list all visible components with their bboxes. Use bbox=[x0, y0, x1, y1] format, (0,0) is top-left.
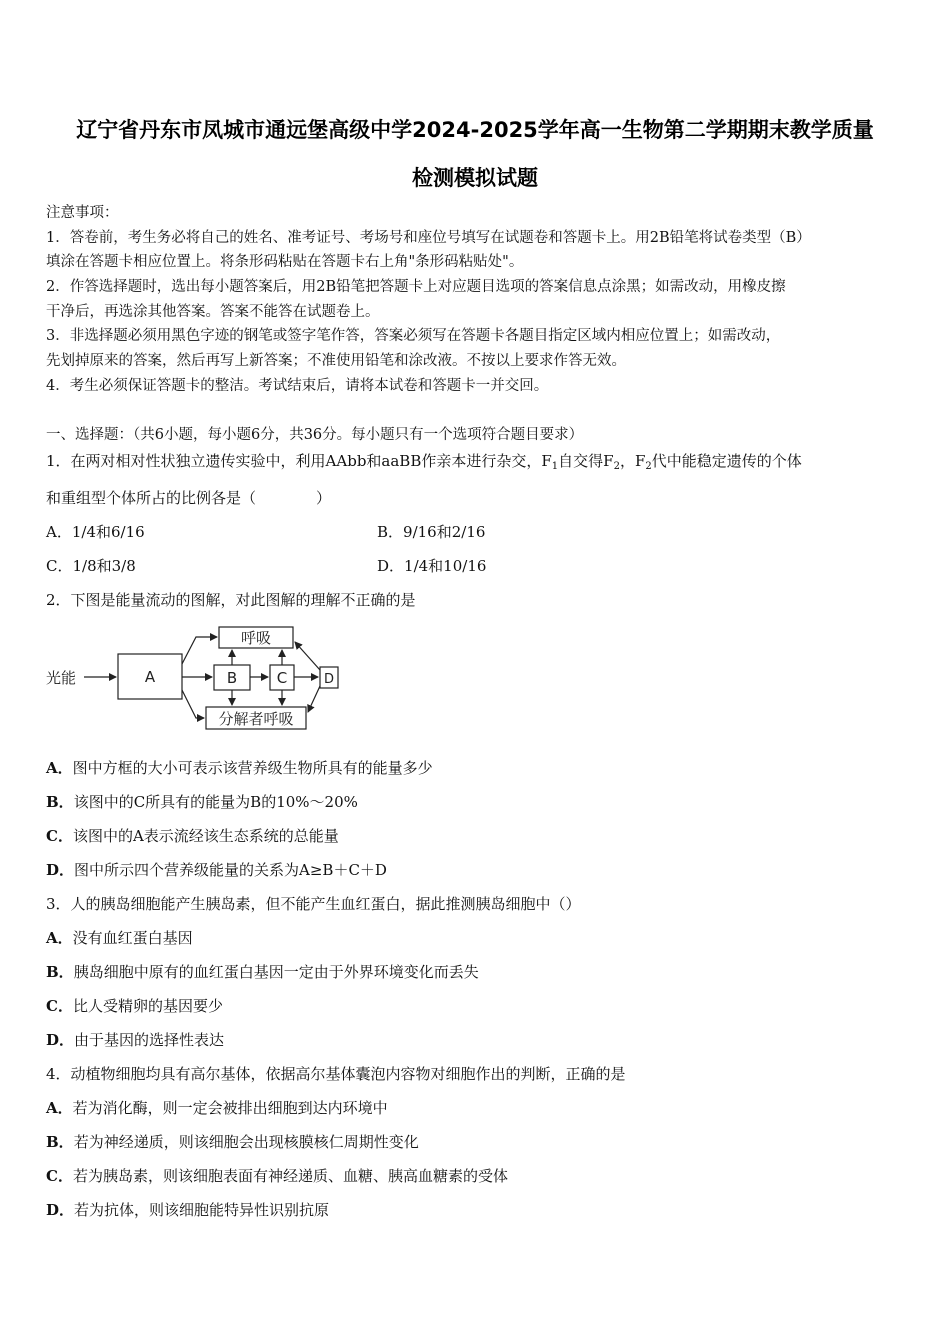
q1-stem-d: 代中能稳定遗传的个体 bbox=[651, 452, 802, 470]
option-label: D． bbox=[46, 1031, 75, 1049]
option-label: D． bbox=[377, 557, 405, 575]
option-label: A． bbox=[46, 929, 73, 947]
q4-stem bbox=[46, 1064, 626, 1084]
q1-stem-line2: 和重组型个体所占的比例各是（ ） bbox=[46, 489, 332, 507]
q1-number: 1． bbox=[46, 452, 71, 470]
box-b-label: B bbox=[226, 669, 238, 687]
option-text: 该图中的A表示流经该生态系统的总能量 bbox=[72, 827, 339, 845]
option-label: B． bbox=[377, 523, 404, 541]
section-heading: 一、选择题：（共6小题，每小题6分，共36分。每小题只有一个选项符合题目要求） bbox=[46, 427, 584, 443]
q3-option-a bbox=[46, 928, 193, 948]
option-text: 没有血红蛋白基因 bbox=[72, 929, 193, 947]
notice-line: 3．非选择题必须用黑色字迹的钢笔或签字笔作答，答案必须写在答题卡各题目指定区域内相应位置上；如需改动， bbox=[46, 328, 781, 344]
notice-heading: 注意事项： bbox=[46, 205, 119, 221]
box-d-label: D bbox=[323, 672, 335, 687]
option-label: A． bbox=[46, 523, 72, 541]
option-label: D． bbox=[46, 1201, 75, 1219]
title-line-2: 检测模拟试题 bbox=[412, 166, 538, 190]
option-text: 该图中的C所具有的能量为B的10%～20% bbox=[73, 793, 358, 811]
option-label: C． bbox=[46, 827, 73, 845]
q4-number: 4． bbox=[46, 1065, 71, 1083]
q1-stem-c: ，F bbox=[619, 452, 646, 470]
q4-option-b bbox=[46, 1132, 419, 1152]
q1-sub: 1 bbox=[551, 461, 559, 472]
box-a-label: A bbox=[144, 668, 156, 686]
option-text: 1/8和3/8 bbox=[72, 557, 136, 575]
option-text: 若为神经递质，则该细胞会出现核膜核仁周期性变化 bbox=[73, 1133, 419, 1151]
option-label: B． bbox=[46, 1133, 74, 1151]
notice-line: 填涂在答题卡相应位置上。将条形码粘贴在答题卡右上角"条形码粘贴处"。 bbox=[46, 254, 524, 270]
q3-option-b bbox=[46, 962, 479, 982]
q4-stem-text: 动植物细胞均具有高尔基体，依据高尔基体囊泡内容物对细胞作出的判断，正确的是 bbox=[70, 1065, 626, 1083]
q1-option-c bbox=[46, 556, 136, 576]
light-label: 光能 bbox=[46, 669, 77, 687]
q1-stem bbox=[46, 451, 802, 477]
energy-flow-diagram bbox=[44, 620, 344, 738]
q3-option-c bbox=[46, 996, 223, 1016]
q4-option-a bbox=[46, 1098, 388, 1118]
option-text: 若为胰岛素，则该细胞表面有神经递质、血糖、胰高血糖素的受体 bbox=[72, 1167, 508, 1185]
notice-line: 2．作答选择题时，选出每小题答案后，用2B铅笔把答题卡上对应题目选项的答案信息点涂黑；如需改动，用橡皮擦 bbox=[46, 279, 786, 295]
option-label: D． bbox=[46, 861, 75, 879]
option-label: B． bbox=[46, 793, 74, 811]
q1-stem-b: 自交得F bbox=[558, 452, 614, 470]
option-text: 比人受精卵的基因要少 bbox=[72, 997, 223, 1015]
option-label: C． bbox=[46, 997, 73, 1015]
q2-option-c bbox=[46, 826, 339, 846]
option-text: 若为消化酶，则一定会被排出细胞到达内环境中 bbox=[72, 1099, 388, 1117]
q2-option-d bbox=[46, 860, 387, 880]
q2-stem-text: 下图是能量流动的图解，对此图解的理解不正确的是 bbox=[70, 591, 416, 609]
option-text: 若为抗体，则该细胞能特异性识别抗原 bbox=[74, 1201, 330, 1219]
option-label: A． bbox=[46, 1099, 73, 1117]
respiration-label: 呼吸 bbox=[240, 629, 272, 647]
q1-stem-a: 在两对相对性状独立遗传实验中，利用AAbb和aaBB作亲本进行杂交，F bbox=[70, 452, 552, 470]
notice-line: 干净后，再选涂其他答案。答案不能答在试题卷上。 bbox=[46, 304, 380, 320]
q2-option-a bbox=[46, 758, 433, 778]
option-label: A． bbox=[46, 759, 73, 777]
q4-option-d bbox=[46, 1200, 329, 1220]
decomposer-label: 分解者呼吸 bbox=[218, 710, 294, 728]
option-label: C． bbox=[46, 557, 73, 575]
q2-stem bbox=[46, 590, 416, 610]
q3-stem bbox=[46, 894, 581, 914]
option-text: 1/4和10/16 bbox=[404, 557, 487, 575]
option-label: C． bbox=[46, 1167, 73, 1185]
q1-sub: 2 bbox=[645, 461, 652, 472]
q4-option-c bbox=[46, 1166, 508, 1186]
q1-option-d bbox=[377, 556, 486, 576]
q1-option-a bbox=[46, 522, 145, 542]
q3-option-d bbox=[46, 1030, 224, 1050]
q3-number: 3． bbox=[46, 895, 71, 913]
q2-number: 2． bbox=[46, 591, 71, 609]
notice-line: 先划掉原来的答案，然后再写上新答案；不准使用铅笔和涂改液。不按以上要求作答无效。 bbox=[46, 353, 626, 369]
option-text: 1/4和6/16 bbox=[71, 523, 145, 541]
option-text: 由于基因的选择性表达 bbox=[74, 1031, 225, 1049]
box-c-label: C bbox=[276, 669, 288, 687]
notice-line: 4．考生必须保证答题卡的整洁。考试结束后，请将本试卷和答题卡一并交回。 bbox=[46, 378, 549, 394]
q1-option-b bbox=[377, 522, 485, 542]
q1-sub: 2 bbox=[613, 461, 620, 472]
q2-option-b bbox=[46, 792, 358, 812]
option-label: B． bbox=[46, 963, 74, 981]
option-text: 图中方框的大小可表示该营养级生物所具有的能量多少 bbox=[72, 759, 433, 777]
option-text: 9/16和2/16 bbox=[403, 523, 486, 541]
q3-stem-text: 人的胰岛细胞能产生胰岛素，但不能产生血红蛋白，据此推测胰岛细胞中（） bbox=[70, 895, 581, 913]
option-text: 图中所示四个营养级能量的关系为A≥B＋C＋D bbox=[74, 861, 387, 879]
option-text: 胰岛细胞中原有的血红蛋白基因一定由于外界环境变化而丢失 bbox=[73, 963, 479, 981]
title-line-1: 辽宁省丹东市凤城市通远堡高级中学2024-2025学年高一生物第二学期期末教学质量 bbox=[76, 118, 874, 142]
notice-line: 1．答卷前，考生务必将自己的姓名、准考证号、考场号和座位号填写在试题卷和答题卡上。用2B铅笔将试卷类型（B） bbox=[46, 230, 811, 246]
